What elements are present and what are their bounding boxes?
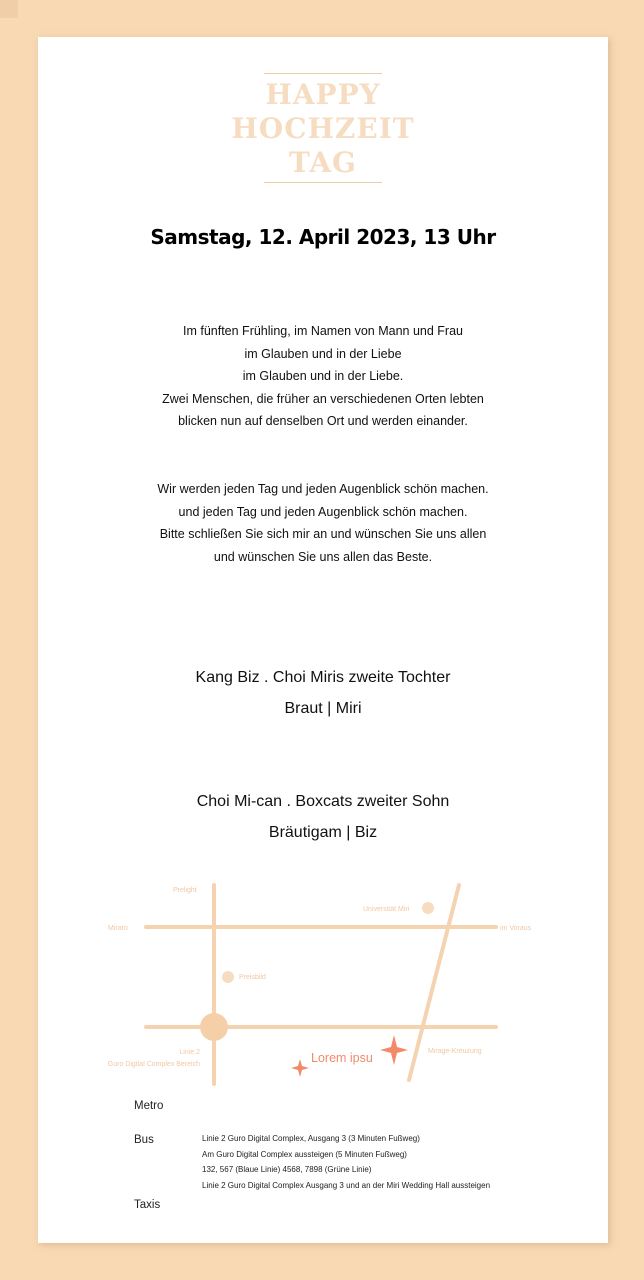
paragraph-line: im Glauben und in der Liebe. — [242, 369, 404, 384]
bus-line: 132, 567 (Blaue Linie) 4568, 7898 (Grüne Linie) — [202, 1165, 372, 1175]
map-label-university: Universität Miri — [363, 906, 410, 913]
invitation-paragraph-2 — [38, 478, 608, 568]
logo-line-1: HAPPY — [265, 78, 381, 111]
sparkle-icon — [291, 1059, 309, 1077]
sparkle-icon — [380, 1035, 408, 1065]
bus-label: Bus — [134, 1134, 154, 1146]
bride-block — [38, 662, 608, 724]
map-drawing — [100, 880, 540, 1090]
venue-label: Lorem ipsu — [311, 1051, 373, 1065]
map-label-line2: Linie 2 — [179, 1049, 200, 1056]
invitation-card — [38, 37, 608, 1243]
bus-info — [202, 1131, 490, 1194]
corner-decoration — [0, 0, 18, 18]
map-label-prelight: Prelight — [173, 887, 197, 894]
taxi-label: Taxis — [134, 1199, 161, 1211]
paragraph-line: und jeden Tag und jeden Augenblick schön machen. — [178, 504, 468, 519]
map-label-mirage: Mirage-Kreuzung — [428, 1048, 482, 1055]
wedding-logo — [228, 73, 418, 183]
bride-parents: Kang Biz . Choi Miris zweite Tochter — [195, 669, 451, 686]
bus-line: Linie 2 Guro Digital Complex, Ausgang 3 (3 Minuten Fußweg) — [202, 1134, 420, 1143]
logo-line-3: TAG — [289, 146, 357, 179]
map-label-miraro: Miraro — [108, 925, 128, 932]
paragraph-line: Zwei Menschen, die früher an verschiedenen Orten lebten — [162, 391, 484, 406]
bride-name: Braut | Miri — [284, 700, 362, 717]
paragraph-line: Wir werden jeden Tag und jeden Augenblick schön machen. — [157, 482, 489, 496]
paragraph-line: blicken nun auf denselben Ort und werden einander. — [178, 414, 468, 429]
location-map[interactable] — [100, 880, 540, 1090]
university-marker — [422, 902, 434, 914]
groom-block — [38, 786, 608, 848]
metro-label: Metro — [134, 1100, 164, 1112]
station-marker — [200, 1013, 228, 1041]
map-label-im-voraus: im Voraus — [500, 925, 532, 932]
map-label-preisbild: Preisbild — [239, 974, 266, 981]
wedding-date: Samstag, 12. April 2023, 13 Uhr — [150, 225, 496, 249]
paragraph-line: im Glauben und in der Liebe — [244, 346, 402, 361]
logo-top-rule — [264, 73, 382, 74]
logo-line-2: HOCHZEIT — [231, 112, 415, 145]
paragraph-line: und wünschen Sie uns allen das Beste. — [213, 549, 433, 564]
bus-line: Am Guro Digital Complex aussteigen (5 Minuten Fußweg) — [202, 1149, 407, 1159]
paragraph-line: Im fünften Frühling, im Namen von Mann und Frau — [183, 324, 463, 338]
paragraph-line: Bitte schließen Sie sich mir an und wünschen Sie uns allen — [159, 527, 487, 542]
logo-bottom-rule — [264, 182, 382, 183]
invitation-paragraph-1 — [38, 320, 608, 433]
preisbild-marker — [222, 971, 234, 983]
map-label-guro: Guro Digital Complex Bereich — [107, 1061, 200, 1068]
bus-line: Linie 2 Guro Digital Complex Ausgang 3 und an der Miri Wedding Hall aussteigen — [202, 1181, 491, 1191]
groom-parents: Choi Mi-can . Boxcats zweiter Sohn — [196, 793, 450, 810]
groom-name: Bräutigam | Biz — [268, 824, 378, 841]
